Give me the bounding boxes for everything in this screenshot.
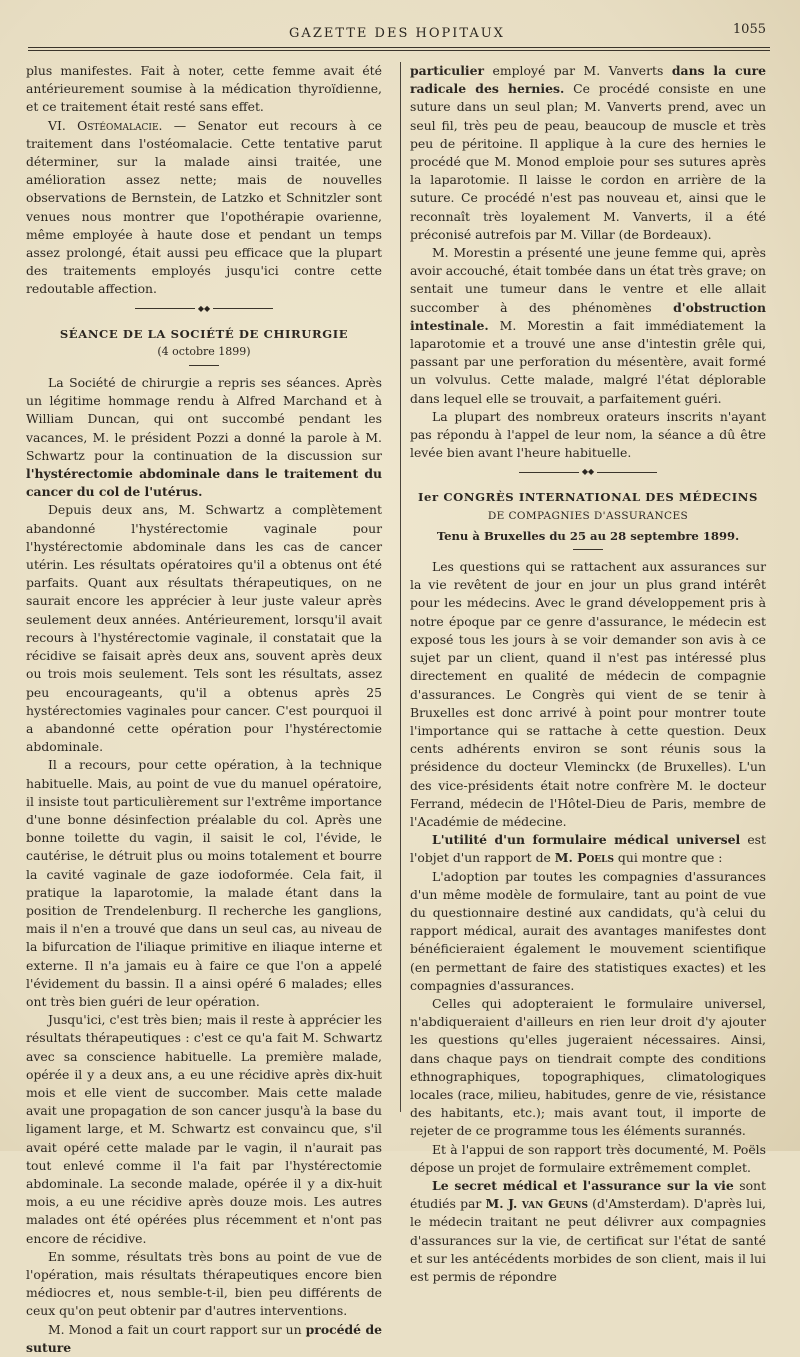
paragraph: En somme, résultats très bons au point de vue de l'opération, mais résultats thérapeutiques encore bien médiocres et, nous semble-t-il, bien peu différents de ceux qu'on peut obtenir par d'autres interventions. (26, 1248, 382, 1319)
right-column (410, 62, 766, 1286)
paragraph (26, 1321, 382, 1357)
paragraph-text: sont étudiés par (410, 1177, 767, 1212)
paragraph: L'adoption par toutes les compagnies d'assurances d'un même modèle de formulaire, tant au point de vue du questionnaire destiné aux candidats, qu'à celui du rapport médical, aurait des avantages manifestes dont bénéficieraient également le mouvement scientifique (en permettant de faire des statistiques exactes) et les compagnies d'assurances. (410, 868, 766, 993)
paragraph-text: qui montre que : (613, 850, 723, 866)
author-name: M. Poels (554, 850, 614, 866)
paragraph-text: employé par M. Vanverts (484, 63, 672, 78)
paragraph-bold: procédé de suture (26, 1321, 382, 1355)
paragraph (26, 374, 382, 501)
paragraph: Et à l'appui de son rapport très documenté, M. Poëls dépose un projet de formulaire extrêmement complet. (410, 1141, 766, 1175)
paragraph-bold: Le secret médical et l'assurance sur la vie (432, 1177, 734, 1193)
paragraph-text: est l'objet d'un rapport de (410, 832, 767, 866)
paragraph-bold: L'utilité d'un formulaire médical universel (432, 832, 741, 848)
paragraph (410, 831, 766, 867)
paragraph-text: La Société de chirurgie a repris ses séances. Après un légitime hommage rendu à Alfred Marchand et à William Duncan, qui ont succombé pendant les vacances, M. le président Pozzi a donné la parole à M. Schwartz pour la continuation de la discussion sur (26, 375, 382, 463)
paragraph-bold: dans la cure radicale des hernies. (410, 63, 766, 97)
section-title: SÉANCE DE LA SOCIÉTÉ DE CHIRURGIE (59, 326, 349, 341)
author-name: M. J. van Geuns (485, 1196, 588, 1212)
paragraph-bold: d'obstruction intestinale. (410, 299, 766, 333)
paragraph-text: M. Morestin a présenté une jeune femme qui, après avoir accouché, était tombée dans un état très grave; on sentait une tumeur dans le ventre et elle allait succomber à des phénomènes (410, 245, 766, 315)
paragraph: La plupart des nombreux orateurs inscrits n'ayant pas répondu à l'appel de leur nom, la séance a dû être levée bien avant l'heure habituelle. (410, 408, 766, 461)
running-header (28, 22, 766, 46)
short-rule (189, 365, 219, 366)
section-date: (4 octobre 1899) (157, 344, 251, 358)
section-title: Ier CONGRÈS INTERNATIONAL DES MÉDECINS (418, 490, 758, 505)
paragraph-text: M. Morestin a fait immédiatement la laparotomie et a trouvé une anse d'intestin grêle qui, passant par une perforation du mésentère, avait formé un volvulus. Cette malade, malgré l'état déplorable dans lequel elle se trouvait, a parfaitement guéri. (410, 317, 766, 406)
subsection-label: VI. Ostéomalacie. (48, 117, 163, 133)
section-subtitle: DE COMPAGNIES D'ASSURANCES (487, 509, 689, 522)
paragraph-text: Ce procédé consiste en une suture dans un seul plan; M. Vanverts prend, avec un seul fil, très peu de peau, beaucoup de muscle et très peu de péritoine. Il applique à la cure des hernies le procédé que M. Monod emploie pour ses sutures après la laparotomie. Il laisse le cordon en arrière de la suture. Ce procédé n'est pas nouveau et, ainsi que le reconnaît très loyalement M. Vanverts, il a été préconisé autrefois par M. Villar (de Bordeaux). (410, 81, 766, 242)
section-place: Tenu à Bruxelles du 25 au 28 septembre 1899. (436, 528, 740, 543)
paragraph: Depuis deux ans, M. Schwartz a complètement abandonné l'hystérectomie vaginale pour l'hystérectomie abdominale dans les cas de cancer utérin. Les résultats opératoires qu'il a obtenus ont été parfaits. Quant aux résultats thérapeutiques, on ne saurait encore les apprécier à leur juste valeur après seulement deux années. Antérieurement, lorsqu'il avait recours à l'hystérectomie vaginale, il constatait que la récidive se faisait après deux ans, souvent après deux ou trois mois seulement. Tels sont les résultats, assez peu encourageants, qu'il a obtenus après 25 hystérectomies vaginales pour cancer. C'est pourquoi il a abandonné cette opération pour l'hystérectomie abdominale. (26, 502, 382, 755)
paragraph-text: M. Monod a fait un court rapport sur un (48, 1321, 306, 1337)
header-rule (28, 47, 770, 48)
paragraph-text: (d'Amsterdam). D'après lui, le médecin traitant ne peut délivrer aux compagnies d'assurances sur la vie, de certificat sur l'état de santé et sur les antécédents morbides de son client, mais il lui est permis de répondre (410, 1196, 766, 1284)
ornament-rule: ◆◆ (26, 305, 382, 313)
left-column (26, 62, 382, 1357)
paragraph-text: — Senator eut recours à ce traitement dans l'ostéomalacie. Cette tentative parut déterminer, sur la malade ainsi traitée, une amélioration assez nette; mais de nouvelles observations de Bernstein, de Latzko et Schnitzler sont venues nous montrer que l'opothérapie ovarienne, même employée à haute dose et pendant un temps assez prolongé, était aussi peu efficace que la plupart des traitements employés jusqu'ici contre cette redoutable affection. (26, 117, 382, 297)
paragraph (410, 62, 766, 244)
paragraph (410, 244, 766, 408)
page-number: 1055 (732, 22, 766, 37)
paragraph: Celles qui adopteraient le formulaire universel, n'abdiqueraient d'ailleurs en rien leur droit d'y ajouter les questions qu'elles jugeraient nécessaires. Ainsi, dans chaque pays on tiendrait compte des conditions ethnographiques, topographiques, climatologiques locales (race, milieu, habitudes, genre de vie, résistance des habitants, etc.); mais avant tout, il importe de rejeter de ce programme tous les éléments surannés. (410, 995, 766, 1139)
column-divider (400, 62, 401, 1112)
paragraph-bold: l'hystérectomie abdominale dans le traitement du cancer du col de l'utérus. (26, 466, 382, 500)
paragraph: Les questions qui se rattachent aux assurances sur la vie revêtent de jour en jour un plus grand intérêt pour les médecins. Avec le grand développement pris à notre époque par ce genre d'assurance, le médecin est exposé tous les jours à se voir demander son avis à ce sujet par un client, quand il n'est pas intéressé plus directement en qualité de médecin de compagnie d'assurances. Le Congrès qui vient de se tenir à Bruxelles est donc arrivé à point pour montrer toute l'importance qui se rattache à cette question. Deux cents adhérents environ se sont réunis sous la présidence du docteur Vleminckx (de Bruxelles). L'un des vice-présidents était notre confrère M. le docteur Ferrand, médecin de l'Hôtel-Dieu de Paris, membre de l'Académie de médecine. (410, 559, 766, 829)
paragraph-bold: particulier (410, 63, 485, 78)
paragraph: Il a recours, pour cette opération, à la technique habituelle. Mais, au point de vue du manuel opératoire, il insiste tout particulièrement sur l'extrême importance d'une bonne désinfection préalable du col. Après une bonne toilette du vagin, il saisit le col, l'évide, le cautérise, le détruit plus ou moins totalement et bourre la cavité vaginale de gaze iodoformée. Cela fait, il pratique la laparotomie, la malade étant dans la position de Trendelenburg. Il recherche les ganglions, mais il n'en a trouvé que dans un seul cas, au niveau de la bifurcation de l'iliaque primitive en iliaque interne et externe. Il n'a jamais eu à faire ce que l'on a appelé l'évidement du bassin. Il a ainsi opéré 6 malades; elles ont très bien guéri de leur opération. (26, 757, 382, 1009)
paragraph (410, 1177, 766, 1286)
short-rule (573, 549, 603, 550)
journal-title: GAZETTE DES HOPITAUX (289, 26, 505, 41)
paragraph: plus manifestes. Fait à noter, cette femme avait été antérieurement soumise à la médication thyroïdienne, et ce traitement était resté sans effet. (26, 63, 382, 115)
paragraph: Jusqu'ici, c'est très bien; mais il reste à apprécier les résultats thérapeutiques : c'est ce qu'a fait M. Schwartz avec sa conscience habituelle. La première malade, opérée il y a deux ans, a eu une récidive après dix-huit mois et elle vient de succomber. Mais cette malade avait une propagation de son cancer jusqu'à la base du ligament large, et M. Schwartz est convaincu que, s'il avait opéré cette malade par le vagin, il n'aurait pas tout enlevé comme il l'a fait par l'hystérectomie abdominale. La seconde malade, opérée il y a dix-huit mois, a eu une récidive après douze mois. Les autres malades ont été opérées plus récemment et n'ont pas encore de récidive. (26, 1012, 382, 1246)
header-rule-thin (28, 50, 770, 51)
ornament-rule: ◆◆ (410, 468, 766, 476)
paragraph (26, 117, 382, 299)
